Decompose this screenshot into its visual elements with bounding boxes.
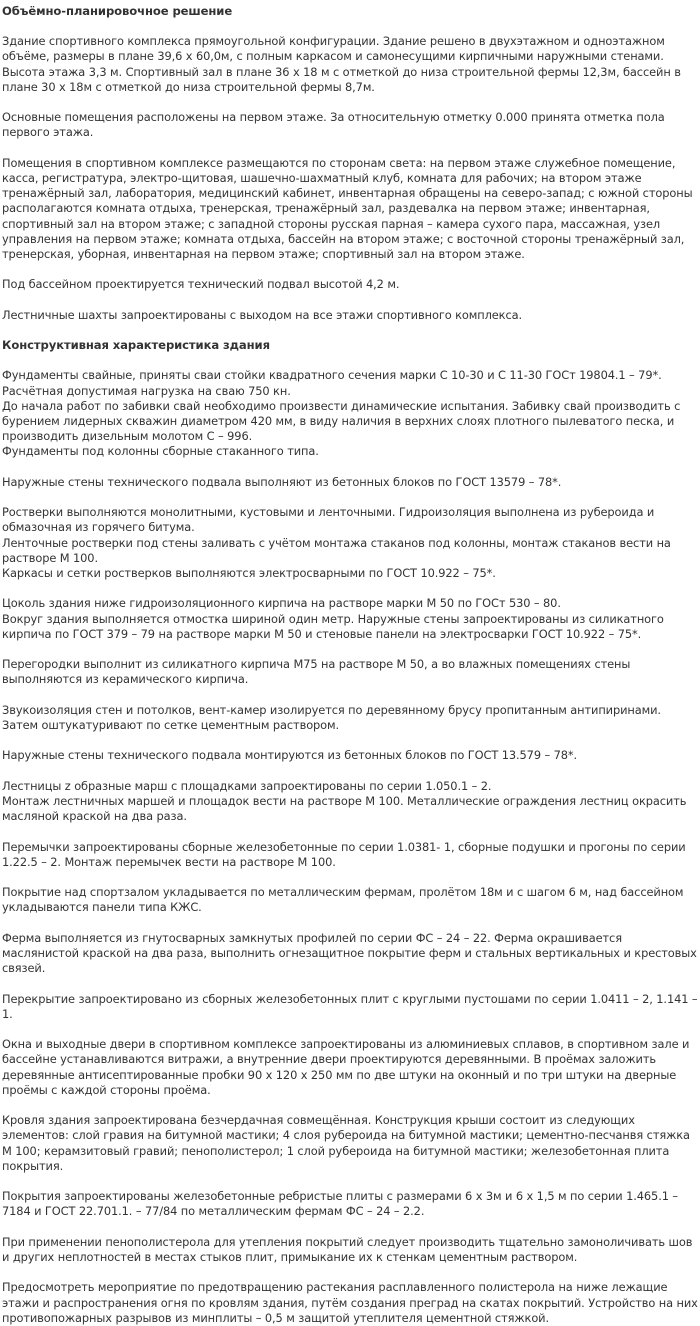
paragraph <box>2 1037 698 1098</box>
paragraph <box>2 1235 698 1265</box>
paragraph <box>2 779 698 825</box>
paragraph <box>2 931 698 977</box>
paragraph-line: Основные помещения расположены на первом этаже. За относительную отметку 0.000 принята отметка пола первого этажа. <box>2 110 665 140</box>
paragraph <box>2 657 698 687</box>
paragraph <box>2 1280 698 1326</box>
paragraph <box>2 885 698 915</box>
paragraph <box>2 505 698 581</box>
paragraph-line: Под бассейном проектируется технический подвал высотой 4,2 м. <box>2 277 400 292</box>
paragraph <box>2 308 698 323</box>
paragraph-line: Фундаменты свайные, приняты сваи стойки квадратного сечения марки С 10-30 и С 11-30 ГОСт 19804.1 – 79*. Расчётная допустимая нагрузка на сваю 750 кн. <box>2 368 662 398</box>
paragraph-line: Кровля здания запроектирована безчердачная совмещённая. Конструкция крыши состоит из следующих элементов: слой гравия на битумной мастики; 4 слоя рубероида на битумной мастики; цементно-песчанвя стяжка М 100; керамзитовый гравий; пенополистерол; 1 слой рубероида на битумной мастики; железобетонная плита покрытия. <box>2 1113 690 1173</box>
paragraph <box>2 156 698 262</box>
paragraph-line: До начала работ по забивки свай необходимо произвести динамические испытания. Забивку свай производить с бурением лидерных скважин диаметром 420 мм, в виду наличия в верхних слоях плотного пылеватого песка, и производить дизельным молотом С – 996. <box>2 398 681 444</box>
section-heading: Объёмно-планировочное решение <box>2 4 233 18</box>
paragraph <box>2 368 698 459</box>
paragraph <box>2 110 698 140</box>
paragraph-line: Цоколь здания ниже гидроизоляционного кирпича на растворе марки М 50 по ГОСт 530 – 80. <box>2 596 561 611</box>
paragraph <box>2 596 698 642</box>
paragraph-line: Покрытие над спортзалом укладывается по металлическим фермам, пролётом 18м и с шагом 6 м, над бассейном укладываются панели типа КЖС. <box>2 885 684 915</box>
paragraph-line: Наружные стены технического подвала монтируются из бетонных блоков по ГОСТ 13.579 – 78*. <box>2 748 578 763</box>
paragraph-line: Наружные стены технического подвала выполняют из бетонных блоков по ГОСТ 13579 – 78*. <box>2 474 562 489</box>
paragraph <box>2 1189 698 1219</box>
paragraph <box>2 475 698 490</box>
paragraph-line: Покрытия запроектированы железобетонные ребристые плиты с размерами 6 х 3м и 6 х 1,5 м по серии 1.465.1 – 7184 и ГОСТ 22.701.1. – 77/84 по металлическим фермам ФС – 24 – 2.2. <box>2 1189 678 1219</box>
paragraph-line: Окна и выходные двери в спортивном комплексе запроектированы из алюминиевых сплавов, в спортивном зале и бассейне устанавливаются витражи, а внутренние двери проектируются деревянными. В проёмах заложить деревянные антисептированные пробки 90 х 120 х 250 мм по две штуки на оконный и по три штуки на дверные проёмы с каждой стороны проёма. <box>2 1037 690 1097</box>
section-heading: Конструктивная характеристика здания <box>2 338 270 353</box>
paragraph-line: Ферма выполняется из гнутосварных замкнутых профилей по серии ФС – 24 – 22. Ферма окрашивается маслянистой краской на два раза, выполнить огнезащитное покрытие ферм и стальных вертикальных и крестовых связей. <box>2 930 697 976</box>
paragraph-line: Звукоизоляция стен и потолков, вент-камер изолируется по деревянному брусу пропитанным антипиринами. Затем оштукатуривают по сетке цементным раствором. <box>2 702 661 732</box>
paragraph <box>2 34 698 95</box>
paragraph <box>2 277 698 292</box>
paragraph-line: Вокруг здания выполняется отмостка шириной один метр. Наружные стены запроектированы из силикатного кирпича по ГОСТ 379 – 79 на растворе марки М 50 и стеновые панели на электросварки ГОСТ 10.922 – 75*. <box>2 611 664 641</box>
paragraph-line: Фундаменты под колонны сборные стаканного типа. <box>2 444 319 459</box>
paragraph-line: При применении пенополистерола для утепления покрытий следует производить тщательно замоноличивать шов и других неплотностей в местах стыков плит, примыкание их к стенкам цементным раствором. <box>2 1234 693 1264</box>
paragraph <box>2 992 698 1022</box>
paragraph-line: Монтаж лестничных маршей и площадок вести на растворе М 100. Металлические ограждения лестниц окрасить масляной краской на два раза. <box>2 793 687 824</box>
paragraph-line: Ростверки выполняются монолитными, кустовыми и ленточными. Гидроизоляция выполнена из рубероида и обмазочная из горячего битума. <box>2 505 655 535</box>
paragraph-line: Перекрытие запроектировано из сборных железобетонных плит с круглыми пустошами по серии 1.0411 – 2, 1.141 – 1. <box>2 991 698 1021</box>
paragraph <box>2 840 698 870</box>
paragraph-line: Перемычки запроектированы сборные железобетонные по серии 1.0381- 1, сборные подушки и прогоны по серии 1.22.5 – 2. Монтаж перемычек вести на растворе М 100. <box>2 839 686 869</box>
paragraph-line: Ленточные ростверки под стены заливать с учётом монтажа стаканов под колонны, монтаж стаканов вести на растворе М 100. <box>2 535 671 565</box>
paragraph-line: Каркасы и сетки ростверков выполняются электросварными по ГОСТ 10.922 – 75*. <box>2 566 496 580</box>
paragraph-line: Лестницы z образные марш с площадками запроектированы по серии 1.050.1 – 2. <box>2 778 492 793</box>
paragraph-line: Предосмотреть мероприятие по предотвращению растекания расплавленного полистерола на ниже лежащие этажи и распространения огня по кровлям здания, путём создания преград на скатах покрытий. Устройство на них противопожарных разрывов из минплиты – 0,5 м защитой утеплителя цементной стяжкой. <box>2 1280 698 1325</box>
paragraph <box>2 1113 698 1174</box>
paragraph <box>2 748 698 763</box>
paragraph-line: Здание спортивного комплекса прямоугольной конфигурации. Здание решено в двухэтажном и одноэтажном объёме, размеры в плане 39,6 х 60,0м, с полным каркасом и самонесущими кирпичными наружными стенами. Высота этажа 3,3 м. Спортивный зал в плане 36 х 18 м с отметкой до низа строительной фермы 12,3м, бассейн в плане 30 х 18м с отметкой до низа строительной фермы 8,7м. <box>2 34 681 94</box>
paragraph-line: Перегородки выполнит из силикатного кирпича М75 на растворе М 50, а во влажных помещениях стены выполняются из керамического кирпича. <box>2 657 631 687</box>
paragraph-line: Лестничные шахты запроектированы с выходом на все этажи спортивного комплекса. <box>2 307 523 322</box>
paragraph <box>2 703 698 733</box>
paragraph-line: Помещения в спортивном комплексе размещаются по сторонам света: на первом этаже служебное помещение, касса, регистратура, электро-щитовая, шашечно-шахматный клуб, комната для рабочих; на втором этаже тренажёрный зал, лаборатория, медицинский кабинет, инвентарная обращены на северо-запад; с южной стороны располагаются комната отдыха, тренерская, тренажёрный зал, раздевалка на первом этаже; инвентарная, спортивный зал на втором этаже; с западной стороны русская парная – камера сухого пара, массажная, узел управления на первом этаже; комната отдыха, бассейн на втором этаже; с восточной стороны тренажёрный зал, тренерская, уборная, инвентарная на первом этаже; спортивный зал на втором этаже. <box>2 155 693 262</box>
